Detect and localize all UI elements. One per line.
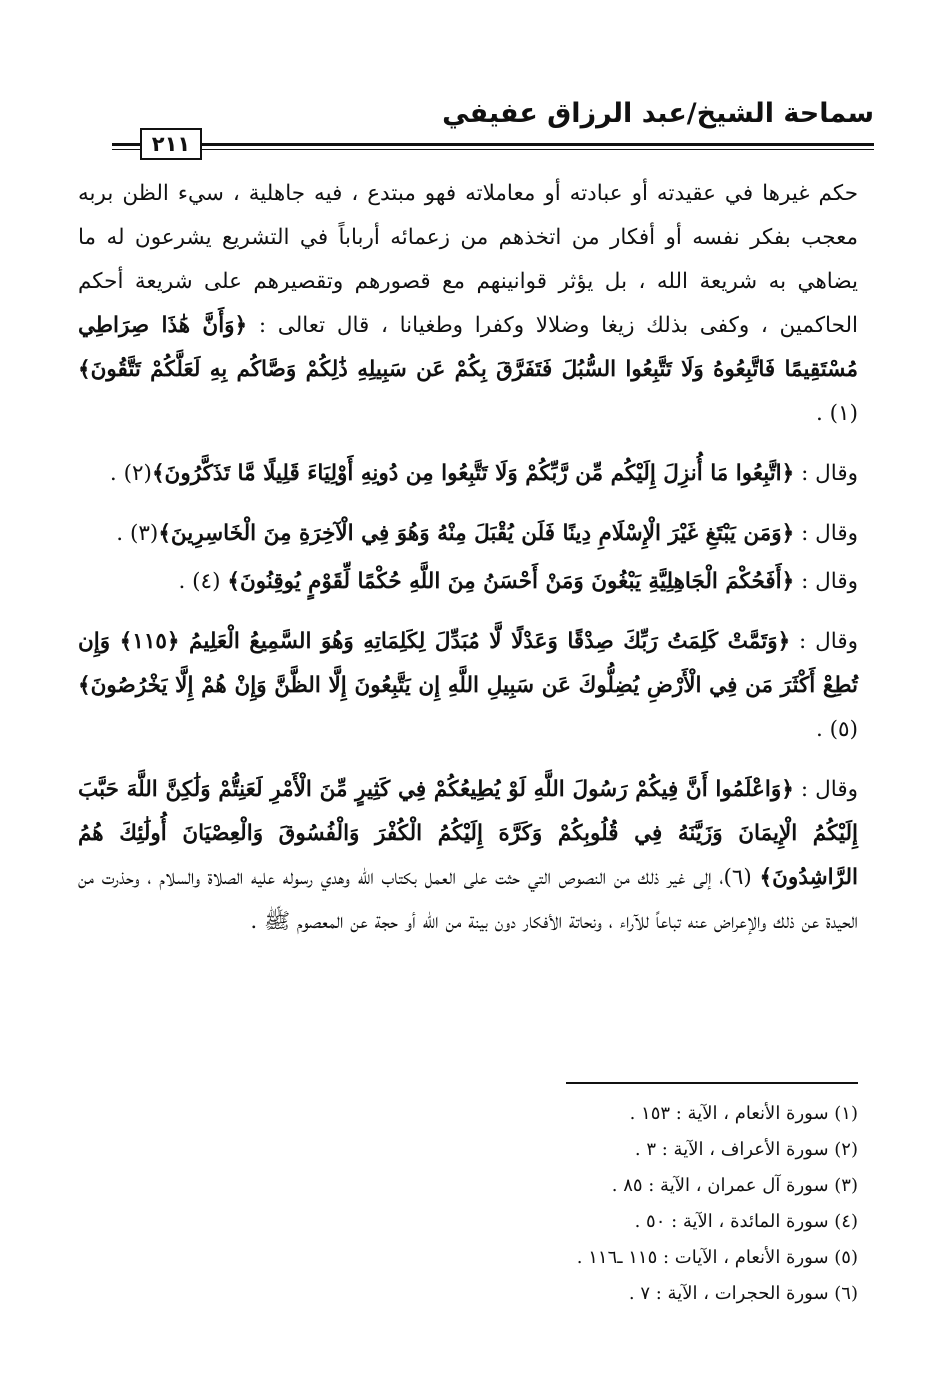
paragraph — [78, 452, 858, 496]
paragraph-text: وقال : — [794, 521, 858, 546]
paragraph-text: وقال : — [790, 629, 858, 654]
footnote: (٥) سورة الأنعام ، الآيات : ١١٥ ـ١١٦ . — [576, 1247, 858, 1268]
paragraph-text: (٦)، إلى غير ذلك من النصوص التي حثت على العمل بكتاب الله وهدي رسوله عليه الصلاة والسلام ، وحذرت من الحيدة عن ذلك والإعراض عنه تباعاً للآراء ، ونحاتة الأفكار دون بينة من الله أو حجة عن المعصوم ﷺ . — [78, 865, 858, 934]
paragraph — [78, 560, 858, 604]
quran-quote: ﴿اتَّبِعُوا مَا أُنزِلَ إِلَيْكُم مِّن رَّبِّكُمْ وَلَا تَتَّبِعُوا مِن دُونِهِ أَوْلِيَاءَ قَلِيلًا مَّا تَذَكَّرُونَ﴾ — [151, 461, 795, 486]
paragraph-text: وقال : — [794, 569, 858, 594]
paragraph — [78, 768, 858, 944]
footnote: (٢) سورة الأعراف ، الآية : ٣ . — [634, 1139, 858, 1160]
header-rule-thin — [112, 149, 874, 150]
paragraph-text: وقال : — [794, 461, 858, 486]
quran-quote: ﴿وَأَنَّ هَٰذَا صِرَاطِي مُسْتَقِيمًا فَاتَّبِعُوهُ وَلَا تَتَّبِعُوا السُّبُلَ فَتَفَرَّقَ بِكُمْ عَن سَبِيلِهِ ذَٰلِكُمْ وَصَّاكُم بِهِ لَعَلَّكُمْ تَتَّقُونَ﴾ — [78, 313, 858, 382]
quran-quote: ﴿وَتَمَّتْ كَلِمَتُ رَبِّكَ صِدْقًا وَعَدْلًا لَّا مُبَدِّلَ لِكَلِمَاتِهِ وَهُوَ السَّمِيعُ الْعَلِيمُ ﴿١١٥﴾ وَإِن تُطِعْ أَكْثَرَ مَن فِي الْأَرْضِ يُضِلُّوكَ عَن سَبِيلِ اللَّهِ إِن يَتَّبِعُونَ إِلَّا الظَّنَّ وَإِنْ هُمْ إِلَّا يَخْرُصُونَ﴾ — [78, 629, 858, 698]
paragraph — [78, 172, 858, 436]
page-number: ٢١١ — [140, 128, 202, 160]
paragraph-text: (٥) . — [815, 717, 858, 742]
paragraph-text: (١) . — [815, 401, 858, 426]
paragraph — [78, 512, 858, 556]
paragraph-text: (٤) . — [178, 569, 228, 594]
footnote: (٦) سورة الحجرات ، الآية : ٧ . — [628, 1283, 858, 1304]
paragraph-text: وقال : — [793, 777, 858, 802]
paragraph-text: حكم غيرها في عقيدته أو عبادته أو معاملاته فهو مبتدع ، فيه جاهلية ، سيء الظن بربه معجب بفكر نفسه أو أفكار من اتخذهم من زعمائه أرباباً في التشريع يشرعون له ما يضاهي به شريعة الله ، بل يؤثر قوانينهم مع قصورهم وتقصيرهم على شريعة أحكم الحاكمين ، وكفى بذلك زيغا وضلالا وكفرا وطغيانا ، قال تعالى : — [78, 181, 859, 338]
paragraph-text: (٣) . — [116, 521, 159, 546]
header-rule — [112, 143, 874, 153]
running-header-title: سماحة الشيخ/عبد الرزاق عفيفي — [442, 98, 874, 129]
quran-quote: ﴿وَاعْلَمُوا أَنَّ فِيكُمْ رَسُولَ اللَّهِ لَوْ يُطِيعُكُمْ فِي كَثِيرٍ مِّنَ الْأَمْرِ لَعَنِتُّمْ وَلَٰكِنَّ اللَّهَ حَبَّبَ إِلَيْكُمُ الْإِيمَانَ وَزَيَّنَهُ فِي قُلُوبِكُمْ وَكَرَّهَ إِلَيْكُمُ الْكُفْرَ وَالْفُسُوقَ وَالْعِصْيَانَ أُولَٰئِكَ هُمُ الرَّاشِدُونَ﴾ — [78, 777, 858, 890]
header-rule-thick — [112, 143, 874, 146]
paragraph — [78, 620, 858, 752]
footnotes — [258, 1096, 858, 1312]
paragraph-text: (٢) . — [109, 461, 152, 486]
footnote: (١) سورة الأنعام ، الآية : ١٥٣ . — [629, 1103, 858, 1124]
quran-quote: ﴿أَفَحُكْمَ الْجَاهِلِيَّةِ يَبْغُونَ وَمَنْ أَحْسَنُ مِنَ اللَّهِ حُكْمًا لِّقَوْمٍ يُوقِنُونَ﴾ — [227, 569, 795, 594]
footnote: (٤) سورة المائدة ، الآية : ٥٠ . — [634, 1211, 858, 1232]
footnote-separator — [566, 1082, 858, 1084]
quran-quote: ﴿وَمَن يَبْتَغِ غَيْرَ الْإِسْلَامِ دِينًا فَلَن يُقْبَلَ مِنْهُ وَهُوَ فِي الْآخِرَةِ مِنَ الْخَاسِرِينَ﴾ — [158, 521, 795, 546]
main-text — [78, 172, 858, 960]
footnote: (٣) سورة آل عمران ، الآية : ٨٥ . — [611, 1175, 858, 1196]
